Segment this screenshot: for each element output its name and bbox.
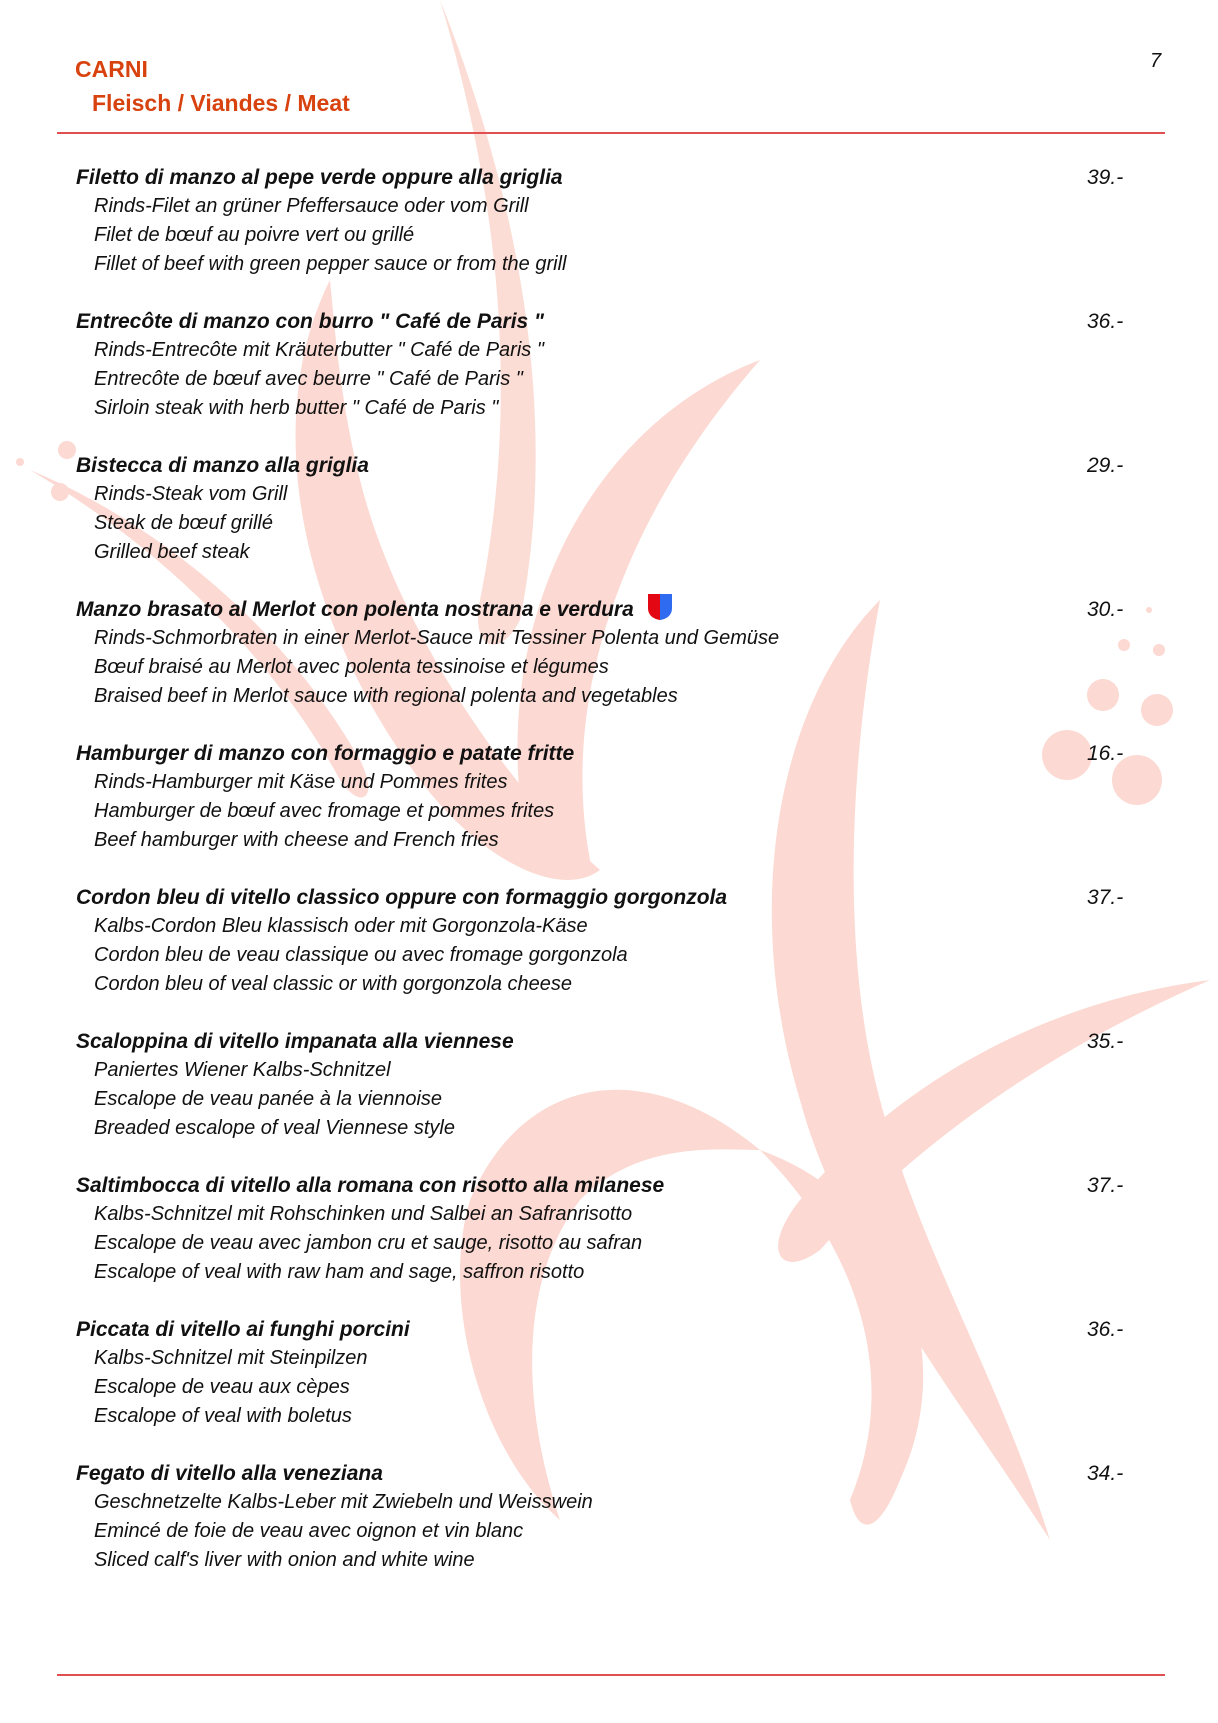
- dish-price: 16.-: [1087, 742, 1124, 765]
- menu-item: [76, 1315, 1136, 1431]
- dish-translation: Geschnetzelte Kalbs-Leber mit Zwiebeln und Weisswein: [94, 1491, 593, 1513]
- dish-translation: Rinds-Schmorbraten in einer Merlot-Sauce mit Tessiner Polenta und Gemüse: [94, 627, 780, 649]
- dish-title-text: Cordon bleu di vitello classico oppure con formaggio gorgonzola: [76, 886, 728, 909]
- dish-title: [76, 739, 1136, 768]
- dish-translation: Braised beef in Merlot sauce with regional polenta and vegetables: [94, 685, 678, 707]
- dish-translation: Beef hamburger with cheese and French fries: [94, 829, 499, 851]
- dish-translation: Grilled beef steak: [94, 541, 250, 563]
- dish-translation: Bœuf braisé au Merlot avec polenta tessinoise et légumes: [94, 656, 609, 678]
- dish-title-text: Bistecca di manzo alla griglia: [76, 454, 369, 477]
- dish-translation: Escalope de veau avec jambon cru et sauge, risotto au safran: [94, 1232, 643, 1254]
- dish-translation: Cordon bleu of veal classic or with gorgonzola cheese: [94, 973, 573, 995]
- dish-translation: Fillet of beef with green pepper sauce or from the grill: [94, 253, 567, 275]
- dish-translation: Kalbs-Cordon Bleu klassisch oder mit Gorgonzola-Käse: [94, 915, 588, 937]
- dish-title: [76, 451, 1136, 480]
- dish-translation: Hamburger de bœuf avec fromage et pommes frites: [94, 800, 555, 822]
- dish-title-text: Scaloppina di vitello impanata alla viennese: [76, 1030, 514, 1053]
- dish-title-text: Manzo brasato al Merlot con polenta nostrana e verdura: [76, 598, 634, 621]
- dish-translation: Emincé de foie de veau avec oignon et vin blanc: [94, 1520, 524, 1542]
- dish-title-text: Entrecôte di manzo con burro " Café de Paris ": [76, 310, 545, 333]
- dish-price: 39.-: [1087, 166, 1124, 189]
- dish-title: [76, 1171, 1136, 1200]
- dish-translation: Breaded escalope of veal Viennese style: [94, 1117, 455, 1139]
- dish-translation: Filet de bœuf au poivre vert ou grillé: [94, 224, 415, 246]
- dish-price: 36.-: [1087, 1318, 1124, 1341]
- dish-price: 30.-: [1087, 598, 1124, 621]
- dish-price: 36.-: [1087, 310, 1124, 333]
- dish-translation: Entrecôte de bœuf avec beurre " Café de Paris ": [94, 368, 523, 390]
- dish-translation: Rinds-Entrecôte mit Kräuterbutter " Café de Paris ": [94, 339, 544, 361]
- menu-item: [76, 307, 1136, 423]
- dish-translation: Rinds-Steak vom Grill: [94, 483, 288, 505]
- dish-title: [76, 1027, 1136, 1056]
- dish-translation: Kalbs-Schnitzel mit Steinpilzen: [94, 1347, 368, 1369]
- dish-title-text: Fegato di vitello alla veneziana: [76, 1462, 383, 1485]
- dish-title: [76, 883, 1136, 912]
- dish-title-text: Hamburger di manzo con formaggio e patate fritte: [76, 742, 575, 765]
- dish-title: [76, 163, 1136, 192]
- dish-translation: Escalope of veal with boletus: [94, 1405, 352, 1427]
- dish-title-text: Saltimbocca di vitello alla romana con risotto alla milanese: [76, 1174, 665, 1197]
- dish-price: 37.-: [1087, 1174, 1124, 1197]
- dish-translation: Escalope de veau aux cèpes: [94, 1376, 350, 1398]
- dish-price: 34.-: [1087, 1462, 1124, 1485]
- menu-item: [76, 163, 1136, 279]
- dish-translation: Paniertes Wiener Kalbs-Schnitzel: [94, 1059, 391, 1081]
- dish-translation: Rinds-Hamburger mit Käse und Pommes frites: [94, 771, 508, 793]
- menu-item: [76, 451, 1136, 567]
- dish-translation: Sliced calf's liver with onion and white wine: [94, 1549, 475, 1571]
- dish-price: 35.-: [1087, 1030, 1124, 1053]
- dish-translation: Cordon bleu de veau classique ou avec fromage gorgonzola: [94, 944, 628, 966]
- dish-price: 37.-: [1087, 886, 1124, 909]
- bottom-divider: [57, 1674, 1165, 1676]
- dish-translation: Escalope de veau panée à la viennoise: [94, 1088, 443, 1110]
- dish-title-text: Filetto di manzo al pepe verde oppure alla griglia: [76, 166, 563, 189]
- dish-translation: Sirloin steak with herb butter " Café de Paris ": [94, 397, 499, 419]
- dish-title: [76, 595, 1136, 624]
- dish-title: [76, 307, 1136, 336]
- dish-translation: Escalope of veal with raw ham and sage, saffron risotto: [94, 1261, 585, 1283]
- dish-title: [76, 1459, 1136, 1488]
- dish-translation: Kalbs-Schnitzel mit Rohschinken und Salbei an Safranrisotto: [94, 1203, 633, 1225]
- menu-item: [76, 595, 1136, 711]
- menu-item: [76, 1027, 1136, 1143]
- menu-item: [76, 739, 1136, 855]
- ticino-shield-icon: [648, 594, 672, 620]
- dish-title-text: Piccata di vitello ai funghi porcini: [76, 1318, 410, 1341]
- dish-translation: Steak de bœuf grillé: [94, 512, 273, 534]
- menu-item: [76, 1459, 1136, 1575]
- category-title: CARNI: [75, 56, 148, 82]
- category-subtitle: Fleisch / Viandes / Meat: [92, 90, 350, 116]
- menu-item: [76, 883, 1136, 999]
- page-number: 7: [1150, 50, 1162, 72]
- dish-price: 29.-: [1087, 454, 1124, 477]
- menu-item: [76, 1171, 1136, 1287]
- top-divider: [57, 132, 1165, 134]
- dish-translation: Rinds-Filet an grüner Pfeffersauce oder vom Grill: [94, 195, 529, 217]
- dish-title: [76, 1315, 1136, 1344]
